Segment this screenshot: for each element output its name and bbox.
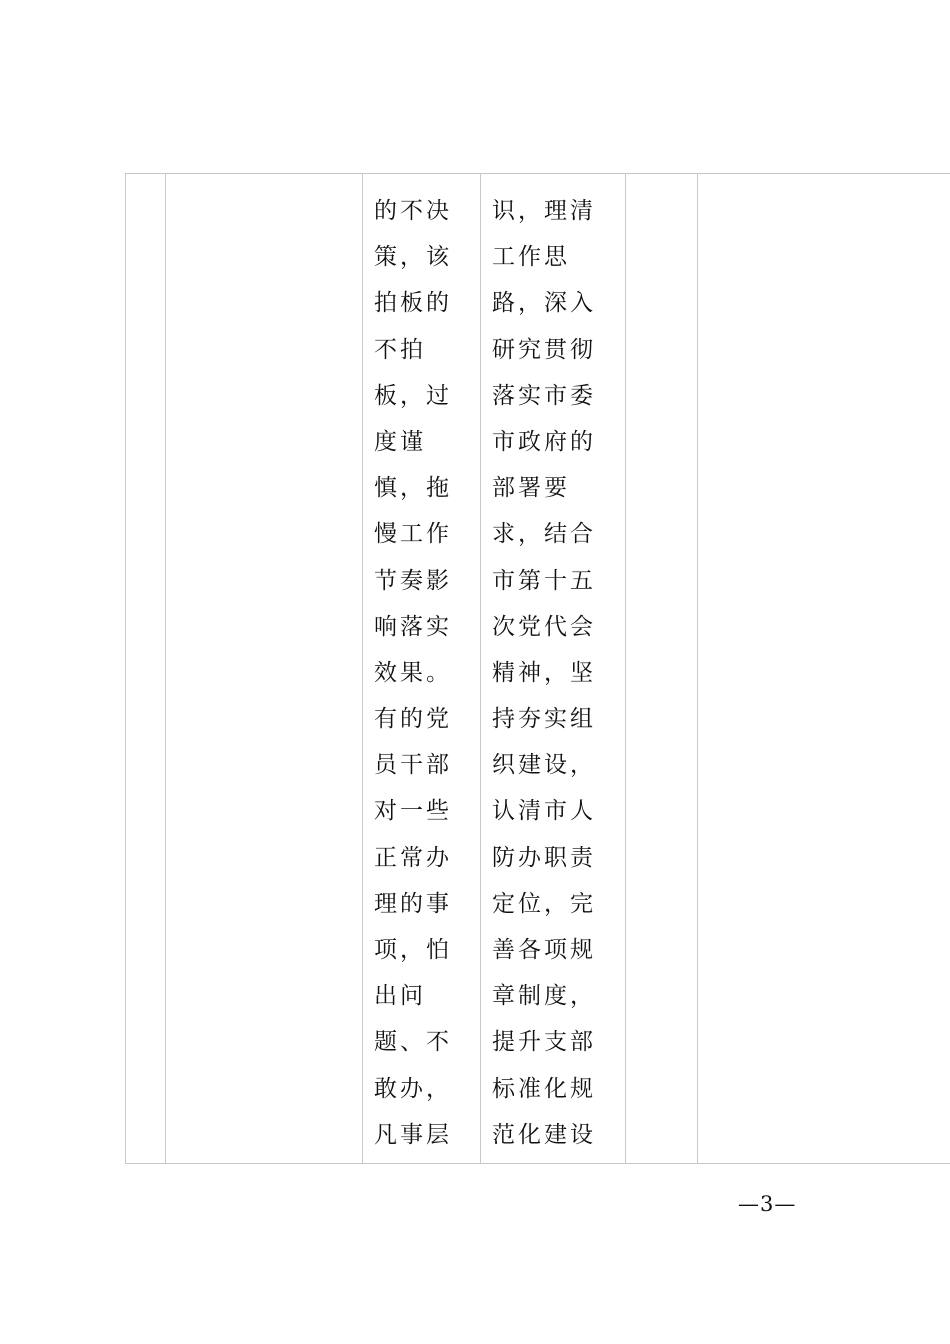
cell-text-line: 的不决: [374, 198, 452, 224]
cell-text-line: 防办职责: [492, 844, 596, 871]
cell-text-line: 项，怕: [374, 937, 452, 963]
cell-text-line: 理的事: [374, 890, 452, 917]
cell-text-line: 市第十五: [492, 567, 596, 594]
cell-text-line: 识，理清: [492, 198, 596, 224]
table-column-divider: [697, 173, 698, 1163]
cell-text-line: 路，深入: [492, 290, 596, 317]
cell-text-line: 研究贯彻: [492, 336, 596, 363]
cell-text-line: 度谨: [374, 428, 426, 455]
cell-text-line: 敢办，: [374, 1075, 452, 1102]
cell-text-line: 板，过: [374, 382, 452, 409]
table-cell-column-3: [374, 188, 452, 1158]
cell-text-line: 正常办: [374, 844, 452, 871]
table-column-divider: [165, 173, 166, 1163]
cell-text-line: 范化建设: [492, 1121, 596, 1148]
cell-text-line: 工作思: [492, 244, 570, 271]
cell-text-line: 章制度，: [492, 983, 596, 1010]
cell-text-line: 效果。: [374, 659, 452, 686]
cell-text-line: 对一些: [374, 798, 452, 825]
table-column-divider: [362, 173, 363, 1163]
cell-text-line: 落实市委: [492, 382, 596, 409]
cell-text-line: 有的党: [374, 706, 452, 733]
cell-text-line: 题、不: [374, 1029, 452, 1056]
cell-text-line: 定位，完: [492, 890, 596, 917]
table-border-left: [125, 173, 126, 1163]
cell-text-line: 精神，坚: [492, 659, 596, 686]
table-column-divider: [625, 173, 626, 1163]
cell-text-line: 响落实: [374, 613, 452, 640]
cell-text-line: 织建设，: [492, 752, 596, 779]
cell-text-line: 员干部: [374, 752, 452, 779]
cell-text-line: 部署要: [492, 475, 570, 502]
cell-text-line: 慢工作: [374, 521, 452, 548]
cell-text-line: 出问: [374, 983, 426, 1010]
cell-text-line: 持夯实组: [492, 706, 596, 733]
cell-text-line: 不拍: [374, 336, 426, 363]
cell-text-line: 标准化规: [492, 1075, 596, 1102]
cell-text-line: 善各项规: [492, 937, 596, 963]
cell-text-line: 求，结合: [492, 521, 596, 548]
cell-text-line: 凡事层: [374, 1121, 452, 1148]
cell-text-line: 慎，拖: [374, 475, 452, 502]
cell-text-line: 市政府的: [492, 428, 596, 455]
cell-text-line: 节奏影: [374, 567, 452, 594]
table-cell-column-4: [492, 188, 596, 1158]
cell-text-line: 策，该: [374, 244, 452, 271]
cell-text-line: 拍板的: [374, 290, 452, 317]
cell-text-line: 认清市人: [492, 798, 596, 825]
page-number: —3—: [738, 1192, 797, 1216]
table-column-divider: [480, 173, 481, 1163]
cell-text-line: 提升支部: [492, 1029, 596, 1056]
cell-text-line: 次党代会: [492, 613, 596, 640]
